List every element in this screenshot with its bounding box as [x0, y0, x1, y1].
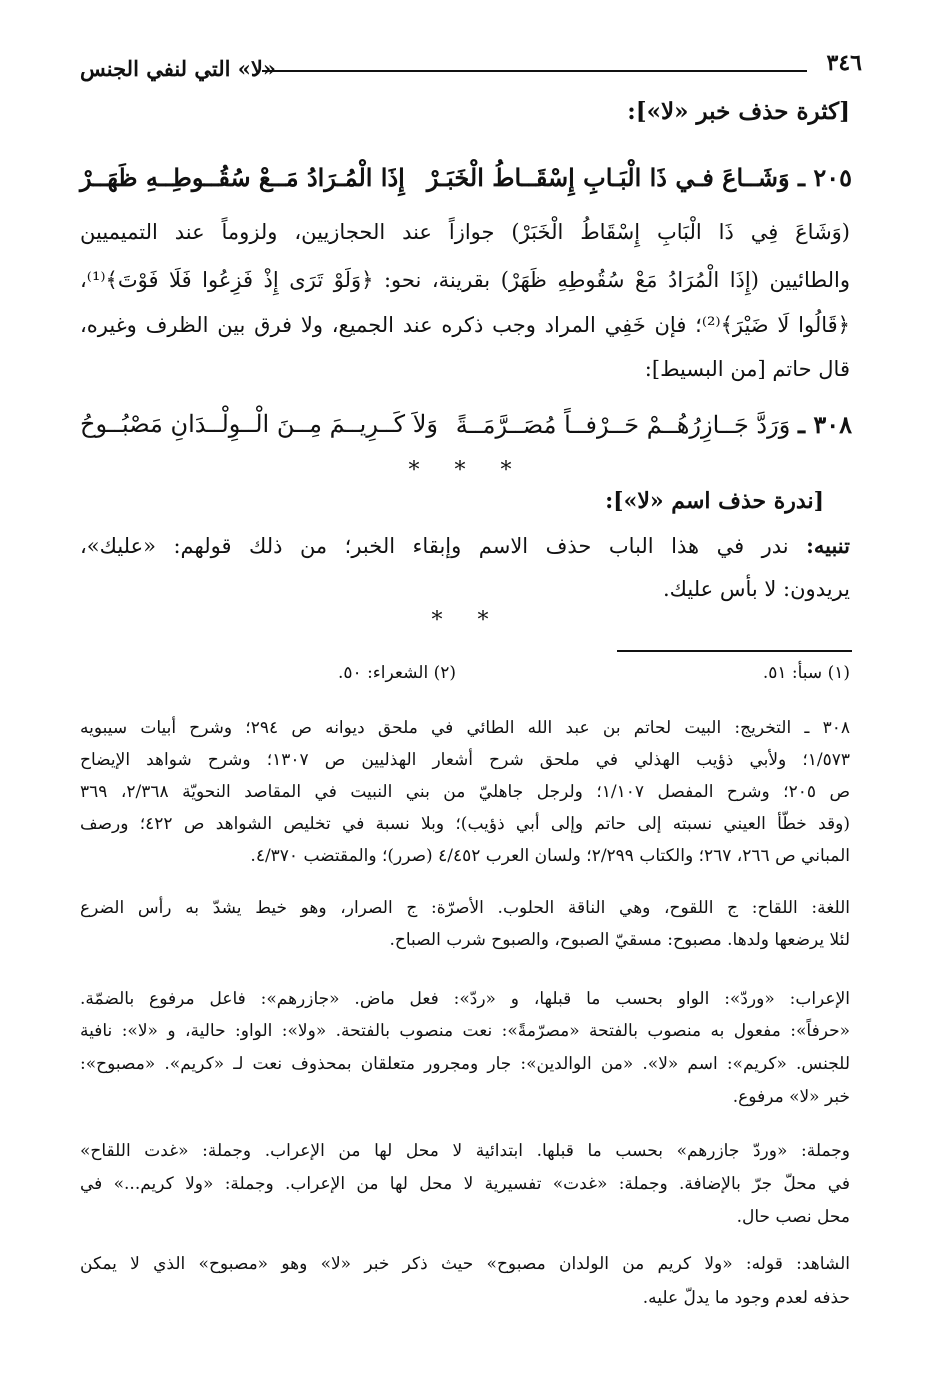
end-separator-stars: * * — [431, 608, 503, 633]
footnote-1: (١) سبأ: ٥١. — [762, 663, 850, 683]
irab-line-3: للجنس. «كريم»: اسم «لا». «من الوالدين»: جار ومجرور متعلقان بمحذوف نعت لـ «كريم». «مصبوح»: — [80, 1054, 850, 1074]
verse-308 — [80, 410, 852, 439]
tanbih-text: ندر في هذا الباب حذف الاسم وإبقاء الخبر؛ من ذلك قولهم: «عليك»، — [80, 534, 789, 558]
verse-205-hemistich-2: إِذَا الْمُـرَادُ مَــعْ سُقُــوطِــهِ ظَهَــرْ — [80, 163, 405, 192]
section-separator-stars: * * * — [408, 458, 526, 483]
takhrij-line-2: ١/٥٧٣؛ ولأبي ذؤيب الهذلي في ملحق شرح أشعار الهذليين ص ١٣٠٧؛ وشرح شواهد الإيضاح — [80, 750, 850, 770]
verse-205-hemistich-1: وَشَــاعَ فـي ذَا الْبَـابِ إِسْقَــاطُ الْخَبَـرْ — [426, 163, 790, 192]
verse-205-number: ٢٠٥ ـ — [797, 163, 852, 192]
jumla-line-2: في محلّ جرّ بالإضافة. وجملة: «غدت» تفسيرية لا محل لها من الإعراب. وجملة: «ولا كريم...» في — [80, 1174, 850, 1194]
takhrij-line-5: المباني ص ٢٦٦، ٢٦٧؛ والكتاب ٢/٢٩٩؛ ولسان العرب ٤/٤٥٢ (صرر)؛ والمقتضب ٤/٣٧٠. — [250, 846, 850, 866]
commentary-line-2: والطائيين (إِذَا الْمُرَادُ مَعْ سُقُوطِهِ ظَهَرْ) بقرينة، نحو: ﴿وَلَوْ تَرَى إِذْ فَزِعُوا فَلَا فَوْتَ﴾⁽¹⁾، — [80, 268, 850, 292]
verse-308-hemistich-1: وَرَدَّ جَــازِرُهُــمْ حَــرْفــاً مُصَــرَّمَــةً — [455, 411, 791, 439]
irab-line-1: الإعراب: «وردّ»: الواو بحسب ما قبلها، و «ردّ»: فعل ماض. «جازرهم»: فاعل مرفوع بالضمّة. — [80, 989, 850, 1009]
section-heading-khabar: [كثرة حذف خبر «لا»]: — [627, 98, 850, 125]
shahid-line-2: حذفه لعدم وجود ما يدلّ عليه. — [642, 1288, 850, 1308]
verse-205 — [80, 163, 852, 192]
irab-line-2: «حرفاً»: مفعول به منصوب بالفتحة «مصرّمةً»: نعت منصوب بالفتحة. «ولا»: الواو: حالية، و «لا»: نافية — [80, 1021, 850, 1041]
verse-308-hemistich-2: وَلاَ كَــرِيــمَ مِــنَ الْــوِلْــدَانِ مَصْبُــوحُ — [80, 410, 438, 438]
running-title: «لا» التي لنفي الجنس — [80, 56, 276, 81]
irab-line-4: خبر «لا» مرفوع. — [732, 1087, 850, 1107]
jumla-line-3: محل نصب حال. — [736, 1207, 850, 1227]
section-heading-ism: [ندرة حذف اسم «لا»]: — [605, 488, 824, 514]
commentary-line-3: ﴿قَالُوا لَا ضَيْرَ﴾⁽²⁾؛ فإن خَفِي المراد وجب ذكره عند الجميع، ولا فرق بين الظرف وغيره، — [80, 313, 850, 337]
verse-308-number: ٣٠٨ ـ — [797, 410, 852, 439]
takhrij-line-3: ص ٢٠٥؛ وشرح المفصل ١/١٠٧؛ ولرجل جاهليّ من بني النبيت في المقاصد النحويّة ٢/٣٦٨، ٣٦٩ — [80, 782, 850, 802]
verse-308-first-half — [456, 410, 852, 439]
shahid-line-1: الشاهد: قوله: «ولا كريم من الولدان مصبوح» حيث ذكر خبر «لا» وهو «مصبوح» الذي لا يمكن — [80, 1254, 850, 1274]
tanbih-line-1 — [80, 524, 850, 568]
commentary-line-1: (وَشَاعَ فِي ذَا الْبَابِ إِسْقَاطُ الْخَبَرْ) جوازاً عند الحجازيين، ولزوماً عند التميميين — [80, 220, 850, 244]
jumla-line-1: وجملة: «وردّ جازرهم» بحسب ما قبلها. ابتدائية لا محل لها من الإعراب. وجملة: «غدت اللقاح» — [80, 1141, 850, 1161]
footnote-2: (٢) الشعراء: ٥٠. — [338, 663, 456, 683]
takhrij-line-4: (وقد خطّأ العيني نسبته إلى حاتم وإلى أبي ذؤيب)؛ وبلا نسبة في تخليص الشواهد ص ٤٢٢؛ ورصف — [80, 814, 850, 834]
tanbih-label: تنبيه: — [806, 533, 850, 558]
footnote-rule — [617, 650, 852, 652]
verse-205-first-half — [427, 163, 852, 192]
takhrij-line-1: ٣٠٨ ـ التخريج: البيت لحاتم بن عبد الله الطائي في ملحق ديوانه ص ٢٩٤؛ وشرح أبيات سيبويه — [80, 718, 850, 738]
lugha-line-2: لئلا يرضعها ولدها. مصبوح: مسقيّ الصبوح، والصبوح شرب الصباح. — [389, 930, 850, 950]
lugha-line-1: اللغة: اللقاح: ج اللقوح، وهي الناقة الحلوب. الأصرّة: ج الصرار، وهو خيط يشدّ به رأس الضرع — [80, 898, 850, 918]
page-number: ٣٤٦ — [826, 50, 862, 76]
tanbih-line-2: يريدون: لا بأس عليك. — [662, 577, 850, 601]
commentary-line-4: قال حاتم [من البسيط]: — [644, 357, 850, 381]
header-rule — [262, 70, 807, 72]
